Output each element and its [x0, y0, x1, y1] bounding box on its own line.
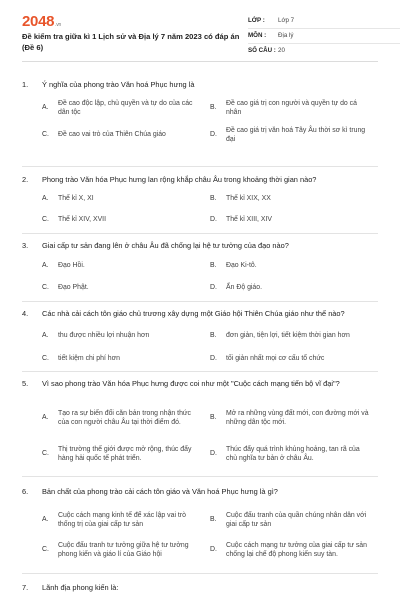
option-a[interactable]	[42, 400, 210, 436]
option-text: Cuộc đấu tranh tư tưởng giữa hệ tư tưởng phong kiến và giáo lí của Giáo hội	[58, 541, 189, 558]
option-b[interactable]	[210, 98, 378, 118]
option-letter: C.	[42, 450, 49, 458]
option-c[interactable]	[42, 125, 210, 145]
divider	[22, 371, 378, 372]
option-text: Đề cao vai trò của Thiên Chúa giáo	[58, 131, 166, 139]
option-text: Cuộc đấu tranh của quần chúng nhân dân với giai cấp tư sản	[226, 511, 367, 528]
question-text: Bản chất của phong trào cải cách tôn giáo và Văn hoá Phục hưng là gì?	[42, 487, 278, 496]
option-b[interactable]	[210, 508, 378, 532]
question-number: 5.	[22, 379, 29, 388]
info-row-class	[248, 14, 400, 29]
question-text: Phong trào Văn hóa Phục hưng lan rộng khắp châu Âu trong khoảng thời gian nào?	[42, 175, 317, 184]
option-letter: C.	[42, 283, 49, 291]
question-5	[22, 379, 378, 462]
option-text: thu được nhiều lợi nhuận hơn	[58, 331, 150, 339]
option-text: Thúc đẩy quá trình khủng hoảng, tan rã của chủ nghĩa tư bản ở châu Âu.	[226, 445, 360, 462]
option-text: Đề cao giá trị văn hoá Tây Âu thời sơ kì trung đại	[226, 126, 366, 143]
option-text: Đề cao giá trị con người và quyền tự do cá nhân	[226, 99, 357, 116]
info-label: LỚP :	[248, 16, 265, 24]
divider	[22, 301, 378, 302]
question-number: 4.	[22, 309, 29, 318]
option-text: Đề cao độc lập, chủ quyền và tự do của các dân tộc	[58, 99, 193, 116]
option-text: Mở ra những vùng đất mới, con đường mới và những dân tộc mới.	[226, 409, 369, 426]
question-number: 6.	[22, 487, 29, 496]
option-d[interactable]	[210, 442, 378, 466]
option-text: Ấn Độ giáo.	[226, 283, 263, 291]
document-header	[22, 10, 378, 62]
option-text: Tạo ra sự biến đổi căn bản trong nhận thức của con người châu Âu tại thời điểm đó.	[58, 409, 191, 426]
info-label: MÔN :	[248, 31, 267, 39]
divider	[22, 233, 378, 234]
option-letter: D.	[210, 450, 217, 458]
question-6	[22, 487, 378, 558]
option-letter: D.	[210, 131, 217, 139]
option-d[interactable]	[210, 125, 378, 145]
question-number: 2.	[22, 175, 29, 184]
question-2	[22, 175, 378, 223]
option-a[interactable]	[42, 508, 210, 532]
option-text: Thế kỉ XIX, XX	[226, 194, 271, 202]
site-logo[interactable]: 2048.vn	[22, 13, 61, 30]
question-number: 3.	[22, 241, 29, 250]
option-c[interactable]	[42, 214, 210, 225]
question-text: Ý nghĩa của phong trào Văn hoá Phục hưng là	[42, 80, 195, 89]
question-number: 1.	[22, 80, 29, 89]
option-letter: A.	[42, 104, 49, 112]
option-a[interactable]	[42, 98, 210, 118]
option-letter: D.	[210, 546, 217, 554]
option-letter: A.	[42, 414, 49, 422]
option-text: Đạo Phật.	[58, 283, 89, 291]
option-letter: C.	[42, 131, 49, 139]
option-d[interactable]	[210, 538, 378, 562]
info-value: Lớp 7	[278, 16, 295, 24]
option-d[interactable]	[210, 282, 378, 293]
question-text: Vì sao phong trào Văn hóa Phục hưng được coi như một "Cuộc cách mạng tiến bộ vĩ đại"?	[42, 379, 340, 388]
option-letter: A.	[42, 261, 49, 269]
option-text: Cuộc cách mạng tư tưởng của giai cấp tư sản chống lại chế độ phong kiến suy tàn.	[226, 541, 367, 558]
info-value: 20	[278, 47, 285, 55]
divider	[22, 476, 378, 477]
option-c[interactable]	[42, 282, 210, 293]
option-letter: A.	[42, 331, 49, 339]
option-a[interactable]	[42, 330, 210, 341]
question-text: Lãnh địa phong kiến là:	[42, 583, 119, 592]
option-letter: B.	[210, 516, 217, 524]
option-letter: C.	[42, 546, 49, 554]
option-letter: A.	[42, 194, 49, 202]
option-c[interactable]	[42, 538, 210, 562]
question-3	[22, 241, 378, 291]
option-b[interactable]	[210, 193, 378, 204]
divider	[22, 166, 378, 167]
question-4	[22, 309, 378, 362]
option-letter: C.	[42, 354, 49, 362]
question-number: 7.	[22, 583, 29, 592]
info-table	[248, 14, 400, 59]
option-letter: B.	[210, 331, 217, 339]
option-a[interactable]	[42, 193, 210, 204]
option-b[interactable]	[210, 400, 378, 436]
info-row-subject	[248, 29, 400, 44]
option-letter: C.	[42, 215, 49, 223]
option-letter: B.	[210, 104, 217, 112]
option-letter: B.	[210, 414, 217, 422]
option-letter: B.	[210, 194, 217, 202]
question-text: Các nhà cải cách tôn giáo chủ trương xây dựng một Giáo hội Thiên Chúa giáo như thế nào?	[42, 309, 345, 318]
option-c[interactable]	[42, 442, 210, 466]
option-d[interactable]	[210, 214, 378, 225]
option-letter: A.	[42, 516, 49, 524]
question-text: Giai cấp tư sản đang lên ở châu Âu đã chống lại hệ tư tưởng của đạo nào?	[42, 241, 289, 250]
option-letter: D.	[210, 283, 217, 291]
option-b[interactable]	[210, 330, 378, 341]
option-text: tối giản nhất mọi cơ cấu tổ chức	[226, 354, 325, 362]
divider	[22, 573, 378, 574]
option-letter: D.	[210, 215, 217, 223]
option-letter: B.	[210, 261, 217, 269]
option-a[interactable]	[42, 260, 210, 271]
option-text: Cuộc cách mạng kinh tế để xác lập vai trò thống trị của giai cấp tư sản	[58, 511, 186, 528]
option-text: Thị trường thế giới được mở rộng, thúc đẩy hàng hải quốc tế phát triển.	[58, 445, 192, 462]
option-text: tiết kiệm chi phí hơn	[58, 354, 120, 362]
info-label: SỐ CÂU :	[248, 47, 276, 55]
option-d[interactable]	[210, 353, 378, 364]
info-row-count	[248, 44, 400, 59]
question-1	[22, 80, 378, 143]
option-text: Đạo Hồi.	[58, 261, 85, 269]
option-text: Thế kỉ XIII, XIV	[226, 215, 272, 223]
page-title: Đề kiểm tra giữa kì 1 Lịch sử và Địa lý 7 năm 2023 có đáp án (Đề 6)	[22, 32, 240, 52]
option-c[interactable]	[42, 353, 210, 364]
option-b[interactable]	[210, 260, 378, 271]
option-text: Thế kỉ X, XI	[58, 194, 94, 202]
option-text: Đạo Ki-tô.	[226, 261, 257, 269]
info-value: Địa lý	[278, 31, 294, 39]
option-text: đơn giản, tiện lợi, tiết kiệm thời gian hơn	[226, 331, 350, 339]
option-letter: D.	[210, 354, 217, 362]
question-7	[22, 583, 378, 593]
option-text: Thế kỉ XIV, XVII	[58, 215, 107, 223]
